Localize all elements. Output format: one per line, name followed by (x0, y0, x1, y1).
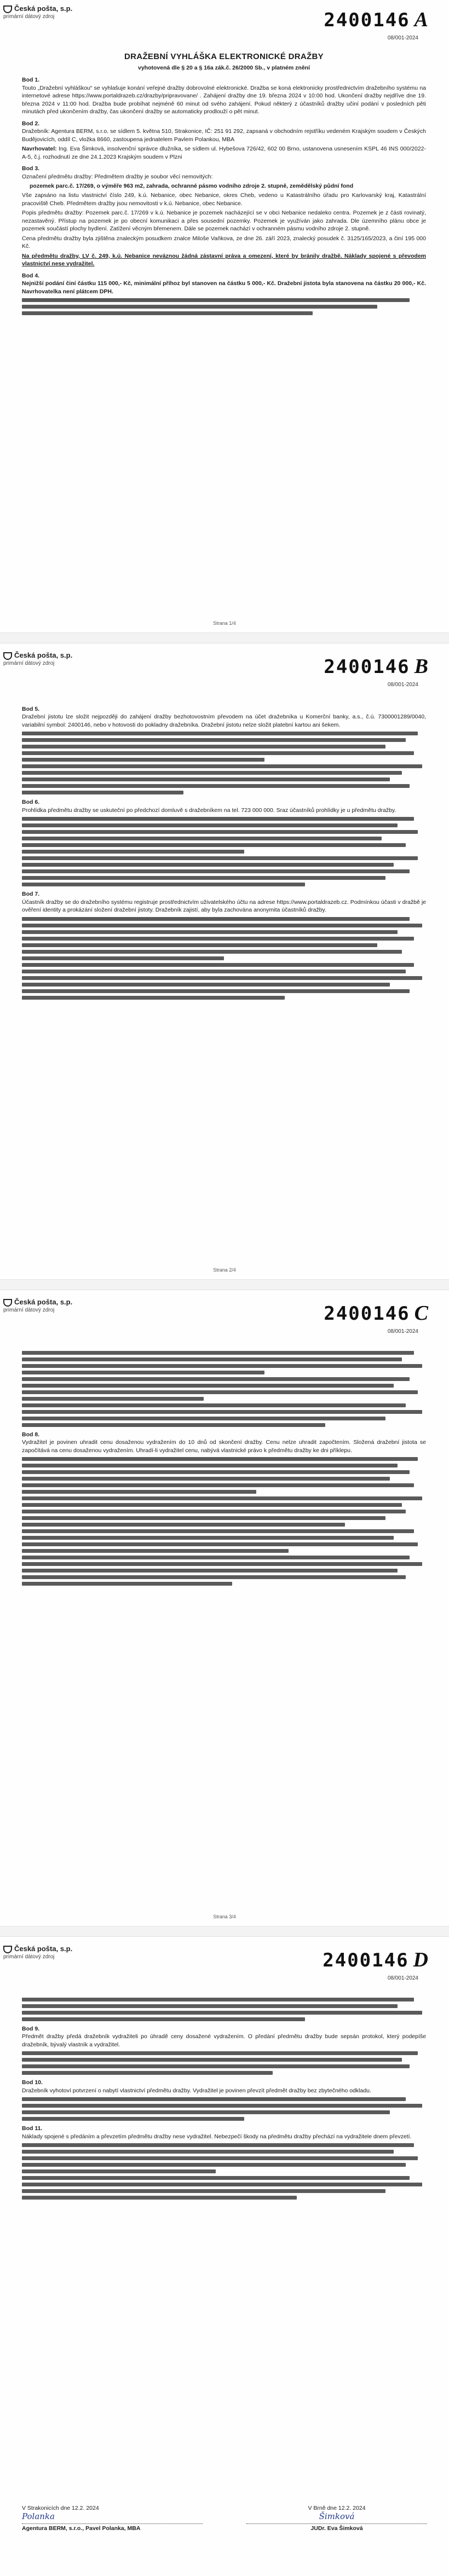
document-stamp: 2400146 C (324, 1302, 429, 1325)
land-register-text: Vše zapsáno na listu vlastnictví číslo 249, k.ú. Nebanice, obec Nebanice, okres Cheb, vedeno u Katastrálního úřadu pro Karlovarský kraj, Katastrální pracoviště Cheb. Předmětem dražby jsou nemovitosti v k.ú. Nebanice, obec Nebanice. (22, 192, 426, 207)
signature-place-date: V Strakonicích dne 12.2. 2024 (22, 2505, 99, 2511)
encumbrances-text: Na předmětu dražby, LV č. 249, k.ú. Nebanice neváznou žádná zástavní práva a omezení, které by bránily dražbě. Náklady spojené s převodem vlastnictví nese vydražitel. (22, 252, 426, 268)
document-page-1 (0, 0, 449, 629)
handwritten-signature: Polanka (22, 2511, 55, 2521)
section-text: Vydražitel je povinen uhradit cenu dosaženou vydražením do 10 dnů od skončení dražby. Cenu nelze uhradit započtením. Složená dražební jistota se započítává na cenu dosaženou vydražením. Uhradí-li vydražitel cenu, nabývá vlastnické právo k předmětu dražby ke dni příklepu. (22, 1439, 426, 1454)
page-number: Strana 1/4 (213, 620, 236, 626)
page-header (3, 651, 446, 698)
page-header (3, 1298, 446, 1345)
document-page-4 (0, 1940, 449, 2576)
signature-block (22, 2505, 427, 2560)
document-page-2 (0, 647, 449, 1276)
page-number: Strana 2/4 (213, 1267, 236, 1273)
document-stamp: 2400146 B (324, 655, 429, 678)
document-stamp: 2400146 A (324, 8, 429, 31)
section-heading: Bod 2. (22, 120, 40, 127)
registration-number: 08/001-2024 (387, 1975, 418, 1981)
section-heading: Bod 3. (22, 165, 40, 172)
section-text: Náklady spojené s předáním a převzetím předmětu dražby nese vydražitel. Nebezpečí škody na předmětu dražby přechází na vydražitele dnem převzetí. (22, 2133, 412, 2140)
document-body (22, 701, 426, 1002)
section-heading: Bod 1. (22, 77, 40, 84)
signature-place-date: V Brně dne 12.2. 2024 (308, 2505, 366, 2511)
page-header (3, 4, 446, 51)
section-heading: Bod 4. (22, 272, 40, 279)
price-text: Cena předmětu dražby byla zjištěna znaleckým posudkem znalce Miloše Vaňkova, ze dne 26. září 2023, znalecký posudek č. 3125/165/2023, a činí 195 000 Kč. (22, 235, 426, 250)
trustee-signature (246, 2505, 427, 2532)
page-divider (0, 1279, 449, 1290)
registration-number: 08/001-2024 (387, 1328, 418, 1335)
section-heading: Bod 9. (22, 2026, 40, 2032)
signatory-name: Agentura BERM, s.r.o., Pavel Polanka, MBA (22, 2523, 203, 2532)
post-horn-icon (3, 1946, 12, 1953)
ceska-posta-logo: Česká pošta, s.p. primární dátový zdroj (3, 1945, 73, 1960)
section-heading: Bod 10. (22, 2079, 43, 2086)
page-header (3, 1945, 446, 1992)
proposer-paragraph: Navrhovatel: Ing. Eva Šimková, insolvenční správce dlužníka, se sídlem ul. Hybešova 726/42, 602 00 Brno, ustanovena usnesením KSPL 46 INS 000/2022-A-5, č.j. rozhodnutí ze dne 24.1.2023 Krajským soudem v Plzni (22, 146, 427, 160)
post-horn-icon (3, 652, 12, 660)
registration-number: 08/001-2024 (387, 35, 418, 41)
document-stamp: 2400146 D (323, 1948, 429, 1971)
section-heading: Bod 6. (22, 799, 40, 806)
document-body (22, 50, 426, 318)
post-horn-icon (3, 5, 12, 13)
subject-item: pozemek parc.č. 17/269, o výměře 963 m2, zahrada, ochranné pásmo vodního zdroje 2. stupně, zemědělský půdní fond (30, 182, 354, 189)
section-text: Dražebník vyhotoví potvrzení o nabytí vlastnictví předmětu dražby. Vydražitel je povinen převzít předmět dražby bez zbytečného odkladu. (22, 2087, 371, 2094)
section-text: Účastník dražby se do dražebního systému registruje prostřednictvím uživatelského účtu na adrese https://www.portaldrazeb.cz. Podmínkou účasti v dražbě je ověření identity a prokázání složení dražební jistoty. Dražebník zajistí, aby byla zachována anonymita účastníků dražby. (22, 898, 426, 914)
ceska-posta-logo: Česká pošta, s.p. primární dátový zdroj (3, 651, 73, 666)
document-subtitle: vyhotovená dle § 20 a § 16a zák.č. 26/2000 Sb., v platném znění (138, 64, 310, 71)
ceska-posta-logo: Česká pošta, s.p. primární dátový zdroj (3, 1298, 73, 1313)
document-title: DRAŽEBNÍ VYHLÁŠKA ELEKTRONICKÉ DRAŽBY (124, 52, 324, 61)
section-heading: Bod 11. (22, 2125, 43, 2132)
document-body (22, 1348, 426, 1588)
page-number: Strana 3/4 (213, 1914, 236, 1919)
section-text: Prohlídka předmětu dražby se uskuteční po předchozí domluvě s dražebníkem na tel. 723 000 000. Sraz účastníků prohlídky je u předmětu dražby. (22, 807, 396, 814)
subject-description: Popis předmětu dražby: Pozemek parc.č. 17/269 v k.ú. Nebanice je pozemek nacházející se v obci Nebanice nedaleko centra. Pozemek je z části rovinatý, nezastavěný. Přístup na pozemek je po obecní komunikaci a přes sousední pozemky. Pozemek je využíván jako zahrada. Dle územního plánu obce je pozemek součástí plochy bydlení. Zatížení věcným břemenem. Dále se pozemek nachází v ochranném pásmu vodního zdroje 2. stupně. (22, 210, 426, 233)
section-heading: Bod 7. (22, 891, 40, 898)
ceska-posta-logo: Česká pošta, s.p. primární dátový zdroj (3, 4, 73, 20)
section-text: Označení předmětu dražby: Předmětem dražby je soubor věcí nemovitých: (22, 173, 213, 180)
section-text: Předmět dražby předá dražebník vydražiteli po úhradě ceny dosažené vydražením. O předání předmětu dražby bude sepsán protokol, který podepíše dražebník, bývalý vlastník a vydražitel. (22, 2033, 426, 2048)
section-heading: Bod 5. (22, 706, 40, 712)
section-text: Touto „Dražební vyhláškou“ se vyhlašuje konání veřejné dražby dobrovolné elektronické. Dražba se koná elektronicky prostřednictvím dražebního systému na internetové adrese https://www.portaldrazeb.cz/drazby/pripravovane/ . Zahájení dražby dne 19. března 2024 v 10:00 hod. Ukončení dražby nejdříve dne 19. března 2024 v 11:00 hod. Dražba bude probíhat nejméně 60 minut od svého zahájení. Pokud některý z účastníků dražby učiní podání v posledních pěti minutách před ukončením dražby, čas ukončení dražby se automaticky prodlouží o pět minut. (22, 84, 426, 115)
post-horn-icon (3, 1299, 12, 1307)
page-divider (0, 1926, 449, 1937)
section-text: Dražebník: Agentura BERM, s.r.o. se sídlem 5. května 510, Strakonice, IČ: 251 91 292, zapsaná v obchodním rejstříku vedeném Krajským soudem v Českých Budějovicích, oddíl C, vložka 8660, zastoupena jednatelem Pavlem Polankou, MBA (22, 128, 426, 143)
section-heading: Bod 8. (22, 1431, 40, 1438)
signatory-name: JUDr. Eva Šimková (246, 2523, 427, 2532)
section-text: Nejnižší podání činí částku 115 000,- Kč, minimální příhoz byl stanoven na částku 5 000,- Kč. Dražební jistota byla stanovena na částku 20 000,- Kč. Navrhovatelka není plátcem DPH. (22, 280, 426, 295)
section-text: Dražební jistotu lze složit nejpozději do zahájení dražby bezhotovostním převodem na účet dražebníka u Komerční banky, a.s., č.ú. 7300001289/0040, variabilní symbol: 2400146, nebo v hotovosti do pokladny dražebníka. Dražební jistotu nelze složit platební kartou ani šekem. (22, 713, 426, 728)
document-page-3 (0, 1293, 449, 1923)
document-body (22, 1995, 426, 2202)
handwritten-signature: Šimková (319, 2511, 355, 2521)
auctioneer-signature (22, 2505, 203, 2532)
page-divider (0, 633, 449, 643)
registration-number: 08/001-2024 (387, 682, 418, 688)
